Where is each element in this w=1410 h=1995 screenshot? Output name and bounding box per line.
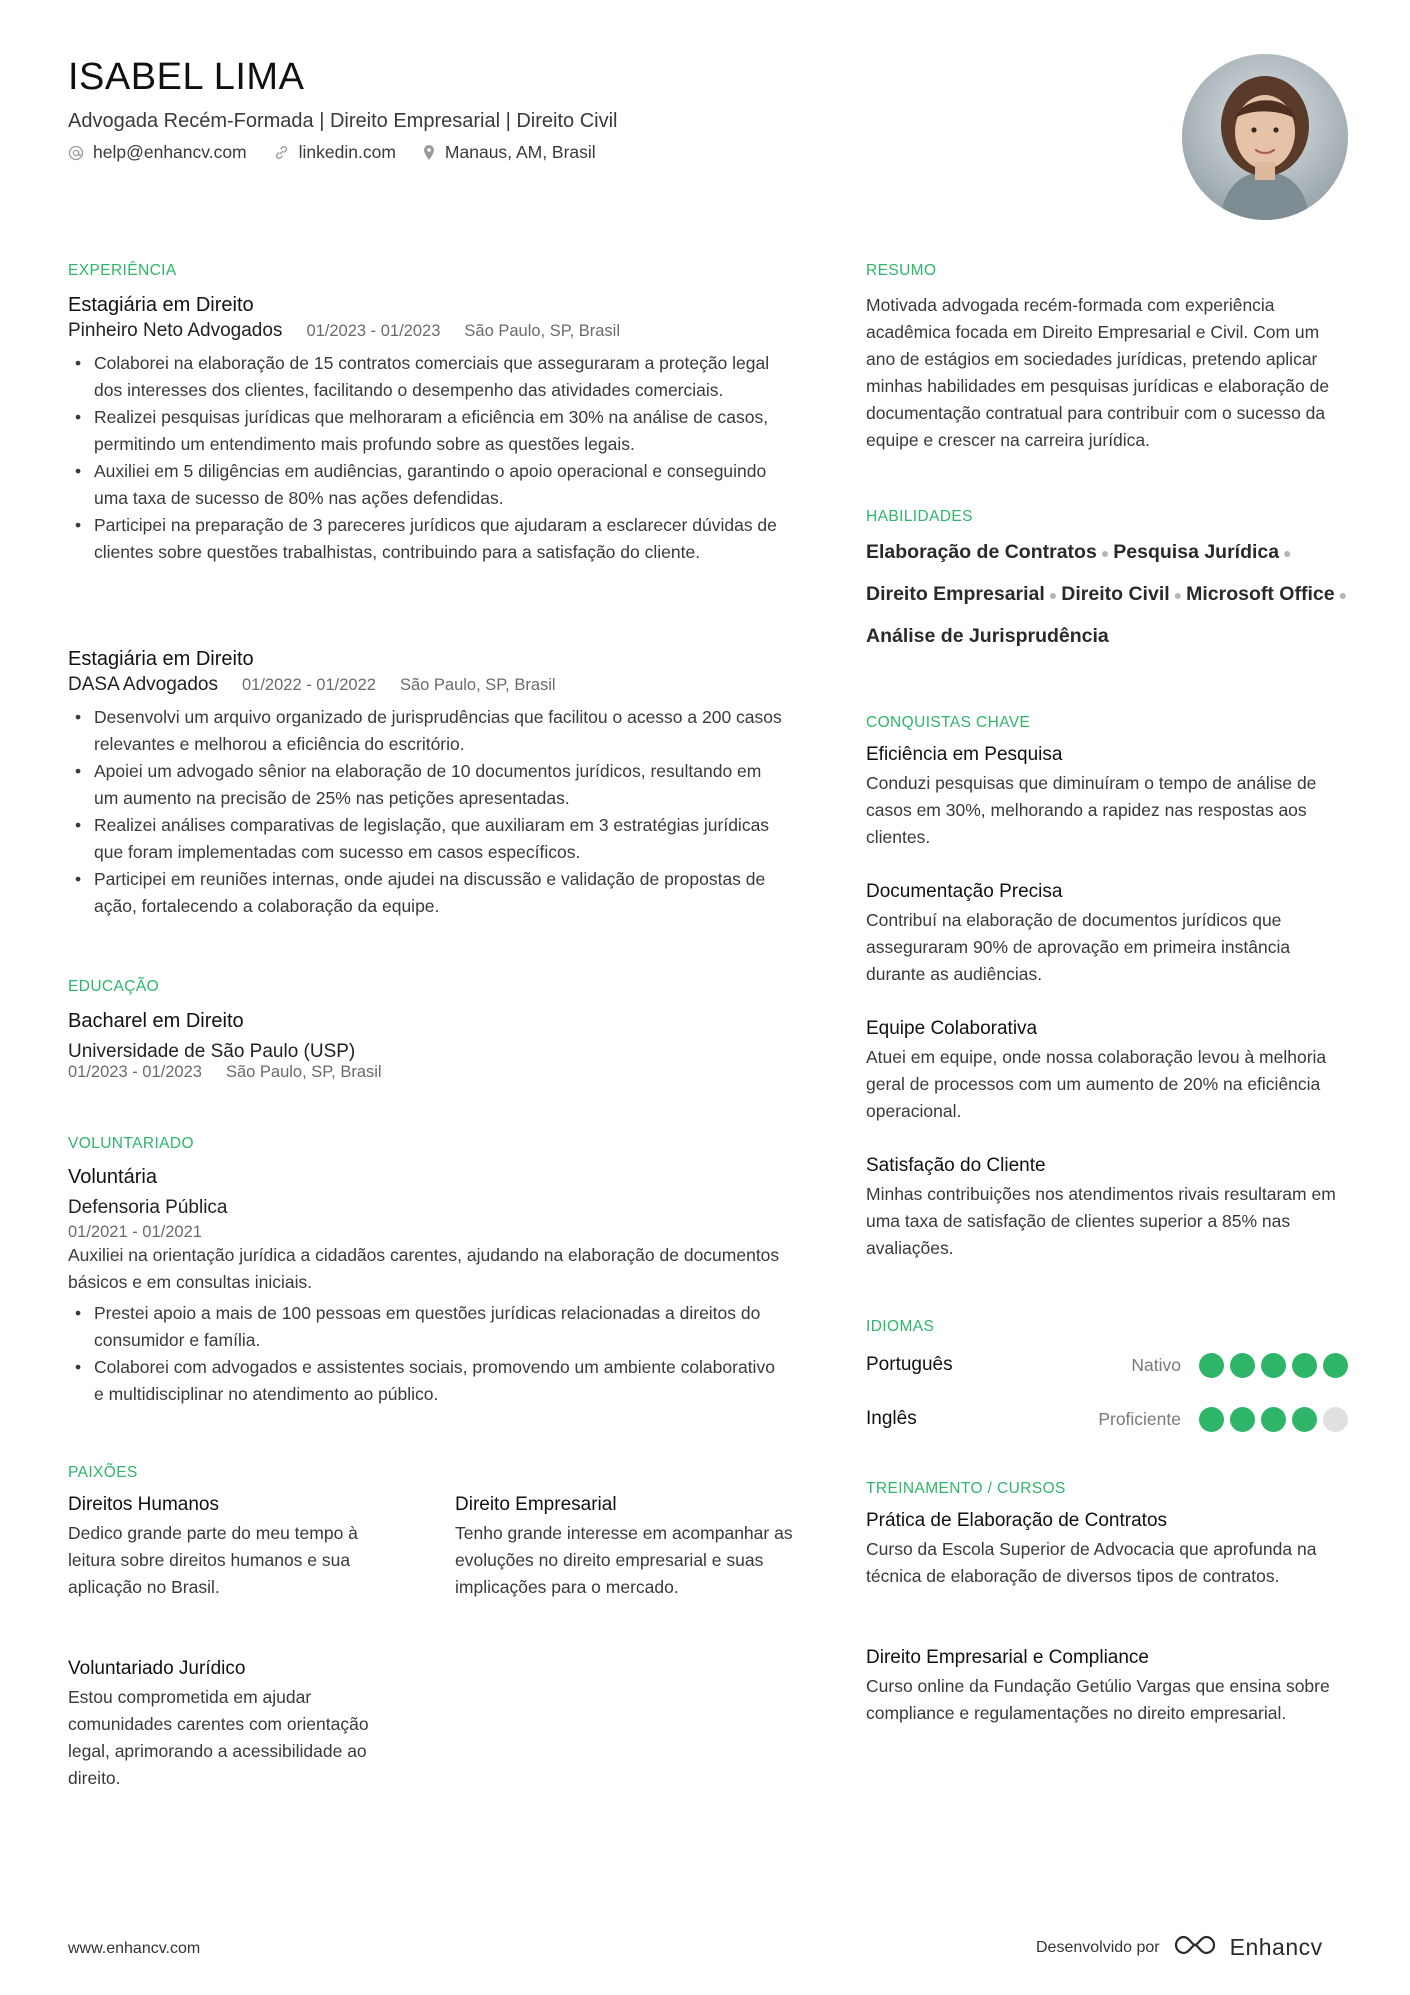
passion-item — [455, 1494, 795, 1601]
job-location: São Paulo, SP, Brasil — [464, 322, 621, 340]
training-title: Prática de Elaboração de Contratos — [866, 1510, 1168, 1531]
job-title: Estagiária em Direito — [68, 294, 254, 316]
skill-item: Microsoft Office — [1186, 583, 1335, 605]
footer-brand[interactable] — [1036, 1932, 1323, 1963]
education-meta — [68, 1063, 788, 1082]
rating-dot-filled — [1261, 1353, 1286, 1378]
language-name: Inglês — [866, 1408, 917, 1429]
bullet-item: • Desenvolvi um arquivo organizado de jurisprudências que facilitou o acesso a 200 casos relevantes e melhorou a eficiência do escritório. — [68, 704, 788, 758]
job-title: Estagiária em Direito — [68, 648, 254, 670]
section-title-languages: IDIOMAS — [866, 1318, 935, 1335]
section-title-volunteer: VOLUNTARIADO — [68, 1135, 194, 1152]
training-item — [866, 1647, 1352, 1727]
contact-location-text: Manaus, AM, Brasil — [444, 142, 596, 162]
skill-item: Direito Civil — [1061, 583, 1170, 605]
language-row — [866, 1404, 1348, 1434]
separator-dot: ● — [1048, 587, 1058, 603]
passion-desc: Estou comprometida em ajudar comunidades carentes com orientação legal, aprimorando a acessibilidade ao direito. — [68, 1687, 369, 1788]
job-bullets — [68, 704, 788, 920]
training-desc: Curso da Escola Superior de Advocacia que aprofunda na técnica de elaboração de diversos tipos de contratos. — [866, 1539, 1317, 1586]
passion-title: Direito Empresarial — [455, 1494, 617, 1515]
job-meta — [68, 674, 788, 696]
skill-item: Direito Empresarial — [866, 583, 1045, 605]
job-meta — [68, 320, 788, 342]
language-level: Nativo — [1131, 1354, 1181, 1375]
bullet-item: • Realizei análises comparativas de legislação, que auxiliaram em 3 estratégias jurídicas que foram implementadas com sucesso em casos específicos. — [68, 812, 788, 866]
section-title-skills: HABILIDADES — [866, 508, 973, 525]
passion-desc: Tenho grande interesse em acompanhar as evoluções no direito empresarial e suas implicações para o mercado. — [455, 1523, 793, 1597]
bullet-item: • Participei em reuniões internas, onde ajudei na discussão e validação de propostas de ação, fortalecendo a colaboração da equipe. — [68, 866, 788, 920]
achievement-title: Eficiência em Pesquisa — [866, 744, 1063, 765]
skill-item: Pesquisa Jurídica — [1113, 541, 1280, 563]
language-rating — [1199, 1353, 1348, 1378]
section-title-experience: EXPERIÊNCIA — [68, 262, 177, 279]
contact-linkedin[interactable] — [273, 142, 396, 163]
bullet-item: • Prestei apoio a mais de 100 pessoas em questões jurídicas relacionadas a direitos do consumidor e família. — [68, 1300, 788, 1354]
footer-website[interactable]: www.enhancv.com — [68, 1940, 201, 1957]
bullet-item: • Realizei pesquisas jurídicas que melhoraram a eficiência em 30% na análise de casos, permitindo um entendimento mais profundo sobre as questões legais. — [68, 404, 788, 458]
section-title-education: EDUCAÇÃO — [68, 978, 160, 995]
achievement-desc: Minhas contribuições nos atendimentos rivais resultaram em uma taxa de satisfação de clientes superior a 85% nas avaliações. — [866, 1184, 1336, 1258]
passion-desc: Dedico grande parte do meu tempo à leitura sobre direitos humanos e sua aplicação no Brasil. — [68, 1523, 358, 1597]
achievement-title: Documentação Precisa — [866, 881, 1063, 902]
education-item — [68, 1010, 788, 1082]
profile-photo — [1182, 54, 1348, 220]
bullet-item: • Auxiliei em 5 diligências em audiências, garantindo o apoio operacional e conseguindo uma taxa de sucesso de 80% nas ações defendidas. — [68, 458, 788, 512]
volunteer-dates: 01/2021 - 01/2021 — [68, 1223, 202, 1241]
job-dates: 01/2022 - 01/2022 — [242, 676, 376, 694]
rating-dot-filled — [1323, 1353, 1348, 1378]
achievement-item — [866, 744, 1352, 851]
bullet-item: • Colaborei com advogados e assistentes sociais, promovendo um ambiente colaborativo e multidisciplinar no atendimento ao público. — [68, 1354, 788, 1408]
location-pin-icon — [422, 144, 436, 161]
rating-dot-filled — [1230, 1407, 1255, 1432]
company-name: DASA Advogados — [68, 674, 218, 695]
section-title-achievements: CONQUISTAS CHAVE — [866, 714, 1031, 731]
language-rating — [1199, 1407, 1348, 1432]
separator-dot: ● — [1283, 545, 1292, 561]
at-icon — [68, 145, 84, 161]
training-item — [866, 1510, 1352, 1590]
skill-item: Elaboração de Contratos — [866, 541, 1097, 563]
skill-item: Análise de Jurisprudência — [866, 625, 1109, 647]
brand-name: Enhancv — [1229, 1934, 1323, 1960]
contact-email-text: help@enhancv.com — [93, 142, 247, 162]
achievement-item — [866, 1018, 1352, 1125]
achievement-item — [866, 1155, 1352, 1262]
achievement-title: Satisfação do Cliente — [866, 1155, 1046, 1176]
rating-dot-filled — [1292, 1407, 1317, 1432]
skills-list — [866, 532, 1366, 657]
section-title-training: TREINAMENTO / CURSOS — [866, 1480, 1066, 1497]
section-title-summary: RESUMO — [866, 262, 937, 279]
education-dates: 01/2023 - 01/2023 — [68, 1063, 202, 1081]
company-name: Pinheiro Neto Advogados — [68, 320, 283, 341]
language-level: Proficiente — [1098, 1408, 1181, 1429]
rating-dot-filled — [1230, 1353, 1255, 1378]
passion-title: Voluntariado Jurídico — [68, 1658, 246, 1679]
contact-linkedin-text: linkedin.com — [298, 142, 396, 162]
contact-location — [422, 142, 596, 163]
achievement-desc: Conduzi pesquisas que diminuíram o tempo de análise de casos em 30%, melhorando a rapidez nas respostas aos clientes. — [866, 773, 1317, 847]
volunteer-bullets — [68, 1300, 788, 1408]
bullet-item: • Colaborei na elaboração de 15 contratos comerciais que asseguraram a proteção legal dos interesses dos clientes, facilitando o desempenho das atividades comerciais. — [68, 350, 788, 404]
training-title: Direito Empresarial e Compliance — [866, 1647, 1149, 1668]
section-title-passions: PAIXÕES — [68, 1464, 138, 1481]
rating-dot-filled — [1292, 1353, 1317, 1378]
separator-dot: ● — [1338, 587, 1348, 603]
candidate-subtitle: Advogada Recém-Formada | Direito Empresarial | Direito Civil — [68, 110, 618, 132]
summary-paragraph: Motivada advogada recém-formada com experiência acadêmica focada em Direito Empresarial e Civil. Com um ano de estágios em sociedades jurídicas, pretendo aplicar minhas habilidades em pesquisas jurídicas e elaboração de documentação contratual para contribuir com o sucesso da equipe e crescer na carreira jurídica. — [866, 295, 1330, 450]
volunteer-item — [68, 1166, 788, 1408]
bullet-item: • Participei na preparação de 3 pareceres jurídicos que ajudaram a esclarecer dúvidas de clientes sobre questões trabalhistas, contribuindo para a satisfação do cliente. — [68, 512, 788, 566]
passion-item — [68, 1494, 408, 1601]
achievement-desc: Atuei em equipe, onde nossa colaboração levou à melhoria geral de processos com um aumento de 20% na eficiência operacional. — [866, 1047, 1327, 1121]
experience-item — [68, 648, 788, 920]
separator-dot: ● — [1173, 587, 1183, 603]
bullet-item: • Apoiei um advogado sênior na elaboração de 10 documentos jurídicos, resultando em um aumento na precisão de 25% nas petições apresentadas. — [68, 758, 788, 812]
language-row — [866, 1350, 1348, 1380]
link-icon — [273, 144, 290, 161]
summary-text — [866, 292, 1352, 454]
volunteer-description: Auxiliei na orientação jurídica a cidadãos carentes, ajudando na elaboração de documentos básicos e em consultas iniciais. — [68, 1245, 780, 1292]
achievement-title: Equipe Colaborativa — [866, 1018, 1038, 1039]
rating-dot-filled — [1199, 1407, 1224, 1432]
volunteer-role: Voluntária — [68, 1166, 157, 1188]
passion-item — [68, 1658, 408, 1792]
job-location: São Paulo, SP, Brasil — [399, 676, 556, 694]
achievement-desc: Contribuí na elaboração de documentos jurídicos que asseguraram 90% de aprovação em primeira instância durante as audiências. — [866, 910, 1291, 984]
rating-dot-empty — [1323, 1407, 1348, 1432]
contact-list — [68, 142, 596, 163]
enhancv-logo-icon — [1172, 1932, 1218, 1963]
education-location: São Paulo, SP, Brasil — [225, 1063, 382, 1081]
training-desc: Curso online da Fundação Getúlio Vargas que ensina sobre compliance e regulamentações no direito empresarial. — [866, 1676, 1330, 1723]
experience-item — [68, 294, 788, 566]
candidate-name: ISABEL LIMA — [68, 56, 305, 98]
achievement-item — [866, 881, 1352, 988]
rating-dot-filled — [1199, 1353, 1224, 1378]
powered-by-label: Desenvolvido por — [1036, 1938, 1160, 1956]
separator-dot: ● — [1100, 545, 1110, 561]
passion-title: Direitos Humanos — [68, 1494, 219, 1515]
volunteer-org: Defensoria Pública — [68, 1197, 228, 1218]
language-name: Português — [866, 1354, 953, 1375]
job-dates: 01/2023 - 01/2023 — [306, 322, 441, 340]
rating-dot-filled — [1261, 1407, 1286, 1432]
contact-email[interactable] — [68, 142, 247, 163]
school-name: Universidade de São Paulo (USP) — [68, 1041, 356, 1062]
job-bullets — [68, 350, 788, 566]
degree: Bacharel em Direito — [68, 1010, 244, 1032]
